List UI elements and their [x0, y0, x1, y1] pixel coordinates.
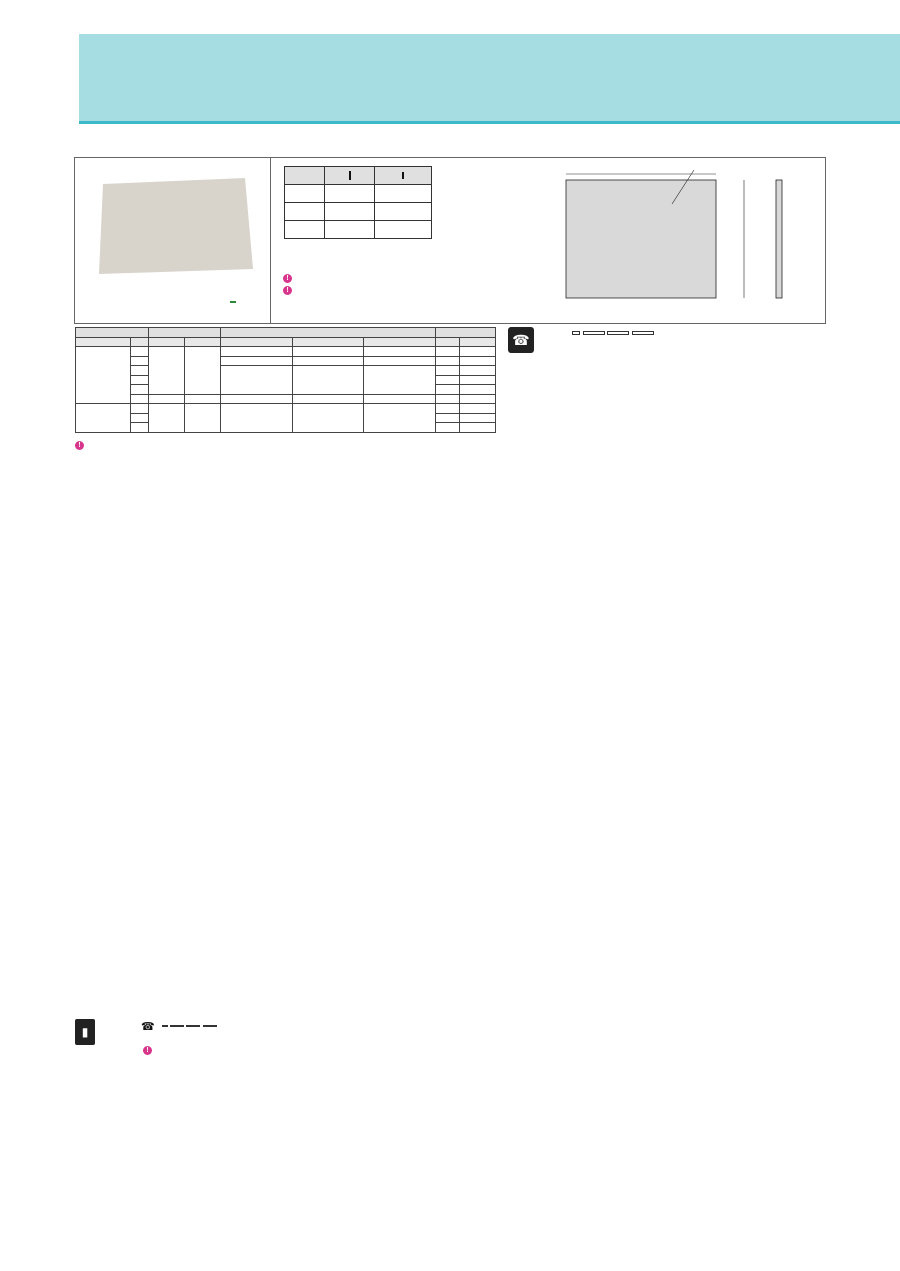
tsel-rate	[460, 356, 496, 366]
tsel-pms	[221, 366, 293, 395]
spec-surface	[375, 221, 432, 239]
spec-material	[325, 221, 375, 239]
tsel-pmal	[364, 404, 436, 433]
ordering-row	[572, 327, 654, 337]
tsel-a	[149, 404, 185, 433]
tsel-pmal	[364, 356, 436, 366]
warning-icon: !	[283, 274, 292, 283]
phone-icon: ☎	[141, 1021, 155, 1033]
tsel-pms	[221, 356, 293, 366]
tsel-head	[436, 328, 496, 338]
tsel-pms	[221, 404, 293, 433]
ordering-head	[607, 331, 629, 335]
tsel-p	[436, 375, 460, 385]
tsel-p	[436, 366, 460, 376]
tsel-d	[131, 404, 149, 414]
tsel-p	[436, 394, 460, 404]
pms8-note	[75, 439, 85, 450]
spec-material	[325, 185, 375, 203]
tsel-d	[131, 356, 149, 366]
ordering-head	[632, 331, 654, 335]
tsel-pms	[221, 394, 293, 404]
sheet-dimension-diagram	[540, 158, 800, 318]
spec-type-pmal	[285, 221, 325, 239]
ordering-head	[583, 331, 605, 335]
tsel-d	[131, 423, 149, 433]
ordering-values	[588, 344, 726, 354]
spec-type-pms	[285, 185, 325, 203]
tsel-p	[436, 413, 460, 423]
tsel-rate	[460, 347, 496, 357]
material-badge	[349, 171, 351, 180]
note-ab	[283, 272, 294, 284]
tsel-head	[76, 328, 149, 338]
header-band	[79, 34, 900, 124]
tsel-subhead	[221, 337, 293, 347]
tsel-subhead	[436, 337, 460, 347]
alteration-note	[143, 1044, 153, 1055]
tsel-subhead	[185, 337, 221, 347]
tsel-d	[131, 366, 149, 376]
ordering-head	[572, 331, 580, 335]
tsel-rate	[460, 366, 496, 376]
tsel-subhead	[364, 337, 436, 347]
perforated-sheet-photo	[95, 174, 255, 279]
tsel-pmu	[292, 356, 364, 366]
tsel-head	[221, 328, 436, 338]
spec-surface	[375, 185, 432, 203]
tsel-a	[149, 347, 185, 395]
tsel-subhead	[149, 337, 185, 347]
ordering-example	[508, 327, 808, 357]
tsel-type-pms-pmu	[76, 347, 131, 404]
tsel-head	[149, 328, 221, 338]
alt-head	[186, 1025, 200, 1027]
alterations-row	[162, 1020, 217, 1029]
tsel-pmu	[292, 404, 364, 433]
material-spec-table	[284, 166, 432, 239]
spec-head-type	[285, 167, 325, 185]
tsel-subhead	[76, 337, 131, 347]
tsel-d	[131, 394, 149, 404]
spec-type-pmu	[285, 203, 325, 221]
tsel-pms	[221, 347, 293, 357]
alt-head	[170, 1025, 184, 1027]
tsel-rate	[460, 394, 496, 404]
tsel-rate	[460, 404, 496, 414]
product-photo-frame	[75, 158, 271, 323]
note-cut	[283, 284, 294, 296]
tsel-pmu	[292, 347, 364, 357]
surface-badge	[402, 172, 404, 179]
note-list	[283, 272, 294, 296]
tsel-p	[436, 356, 460, 366]
tsel-pmu	[292, 394, 364, 404]
warning-icon: !	[143, 1046, 152, 1055]
tsel-p	[436, 423, 460, 433]
tsel-b	[185, 404, 221, 433]
tsel-p	[436, 404, 460, 414]
alterations-icon: ▮	[75, 1019, 95, 1045]
tsel-subhead	[292, 337, 364, 347]
t-selection-table	[75, 327, 496, 433]
tsel-subhead	[460, 337, 496, 347]
warning-icon: !	[283, 286, 292, 295]
spec-material	[325, 203, 375, 221]
tsel-pmal	[364, 366, 436, 395]
tsel-pmal	[364, 394, 436, 404]
tsel-d	[131, 375, 149, 385]
tsel-rate	[460, 413, 496, 423]
tsel-d	[131, 347, 149, 357]
tsel-rate	[460, 375, 496, 385]
tsel-subhead	[131, 337, 149, 347]
tsel-pmal	[364, 347, 436, 357]
ordering-icon: ☎	[508, 327, 534, 353]
alt-head	[162, 1025, 168, 1027]
rohs-badge	[230, 301, 236, 303]
warning-icon: !	[75, 441, 84, 450]
alterations-bar	[75, 1019, 495, 1055]
tsel-rate	[460, 385, 496, 395]
tsel-p	[436, 385, 460, 395]
tsel-d	[131, 385, 149, 395]
tsel-type-pmal	[76, 404, 131, 433]
alt-head	[203, 1025, 217, 1027]
spec-head-material	[325, 167, 375, 185]
spec-head-surface	[375, 167, 432, 185]
tsel-p	[436, 347, 460, 357]
tsel-d	[131, 413, 149, 423]
tsel-pmu	[292, 366, 364, 395]
spec-surface	[375, 203, 432, 221]
tsel-b	[185, 347, 221, 395]
tsel-rate	[460, 423, 496, 433]
